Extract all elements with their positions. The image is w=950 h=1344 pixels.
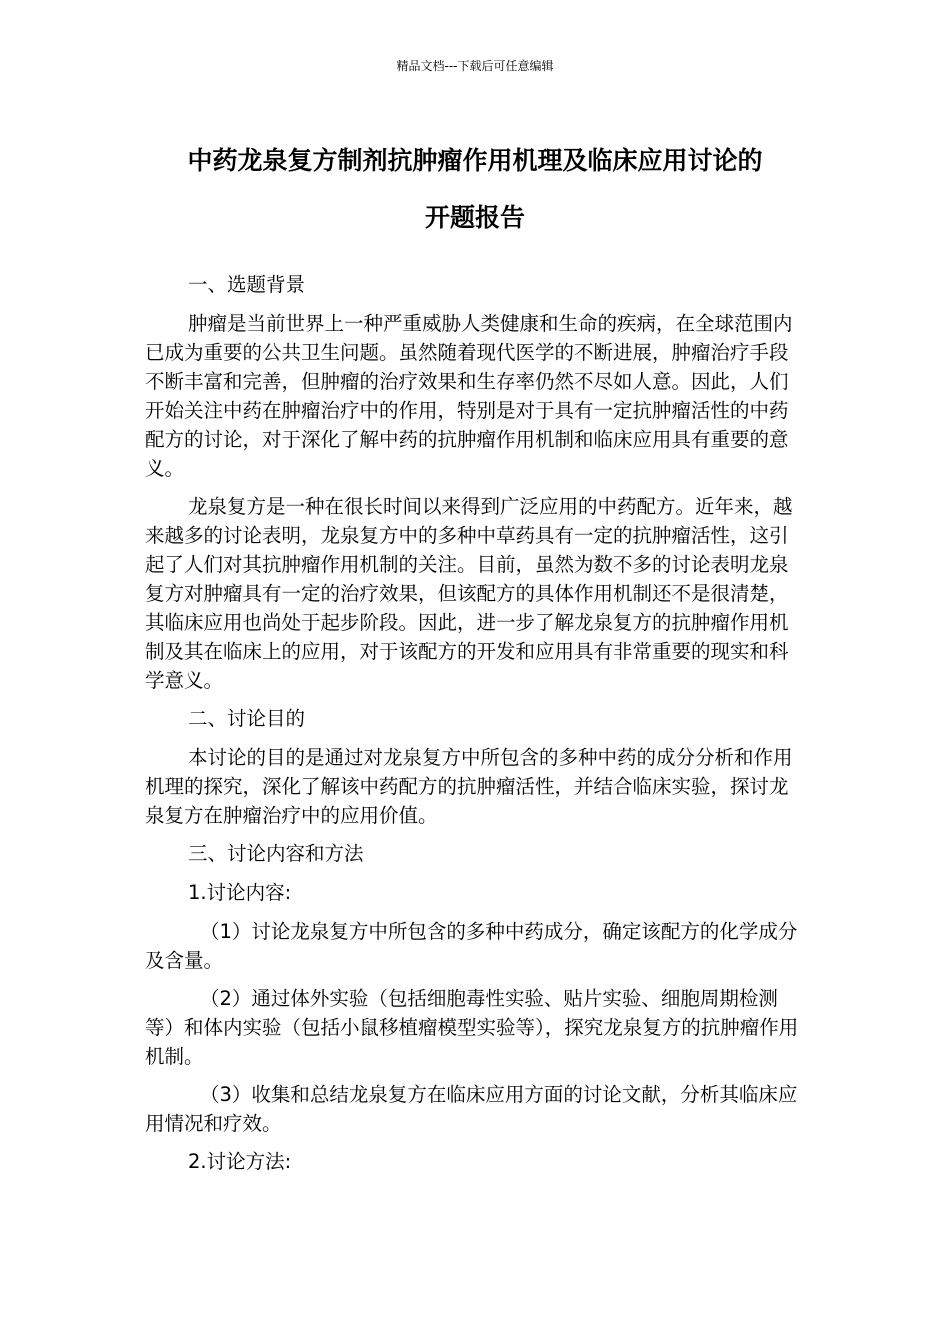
content-item-2: （2）通过体外实验（包括细胞毒性实验、贴片实验、细胞周期检测等）和体内实验（包括小鼠移植瘤模型实验等），探究龙泉复方的抗肿瘤作用机制。: [145, 987, 799, 1068]
title-line-1: 中药龙泉复方制剂抗肿瘤作用机理及临床应用讨论的: [187, 146, 763, 175]
header-note: 精品文档---下载后可任意编辑: [396, 59, 554, 73]
document-title: [130, 132, 820, 246]
section-heading-background: 一、选题背景: [188, 273, 306, 296]
content-item-3: （3）收集和总结龙泉复方在临床应用方面的讨论文献，分析其临床应用情况和疗效。: [145, 1083, 798, 1135]
document-body: [145, 270, 807, 1186]
subheading-methods: 2.讨论方法:: [188, 1150, 292, 1173]
purpose-paragraph: 本讨论的目的是通过对龙泉复方中所包含的多种中药的成分分析和作用机理的探究，深化了解该中药配方的抗肿瘤活性，并结合临床实验，探讨龙泉复方在肿瘤治疗中的应用价值。: [145, 746, 793, 827]
title-line-2: 开题报告: [424, 203, 525, 232]
subheading-content: 1.讨论内容:: [188, 881, 292, 904]
background-paragraph-1: 肿瘤是当前世界上一种严重威胁人类健康和生命的疾病，在全球范围内已成为重要的公共卫生问题。虽然随着现代医学的不断进展，肿瘤治疗手段不断丰富和完善，但肿瘤的治疗效果和生存率仍然不尽如人意。因此，人们开始关注中药在肿瘤治疗中的作用，特别是对于具有一定抗肿瘤活性的中药配方的讨论，对于深化了解中药的抗肿瘤作用机制和临床应用具有重要的意义。: [145, 312, 793, 480]
section-heading-purpose: 二、讨论目的: [188, 707, 306, 730]
content-item-1: （1）讨论龙泉复方中所包含的多种中药成分，确定该配方的化学成分及含量。: [145, 920, 798, 972]
section-heading-content-methods: 三、讨论内容和方法: [188, 842, 364, 865]
background-paragraph-2: 龙泉复方是一种在很长时间以来得到广泛应用的中药配方。近年来，越来越多的讨论表明，龙泉复方中的多种中草药具有一定的抗肿瘤活性，这引起了人们对其抗肿瘤作用机制的关注。目前，虽然为数不多的讨论表明龙泉复方对肿瘤具有一定的治疗效果，但该配方的具体作用机制还不是很清楚，其临床应用也尚处于起步阶段。因此，进一步了解龙泉复方的抗肿瘤作用机制及其在临床上的应用，对于该配方的开发和应用具有非常重要的现实和科学意义。: [145, 495, 793, 692]
